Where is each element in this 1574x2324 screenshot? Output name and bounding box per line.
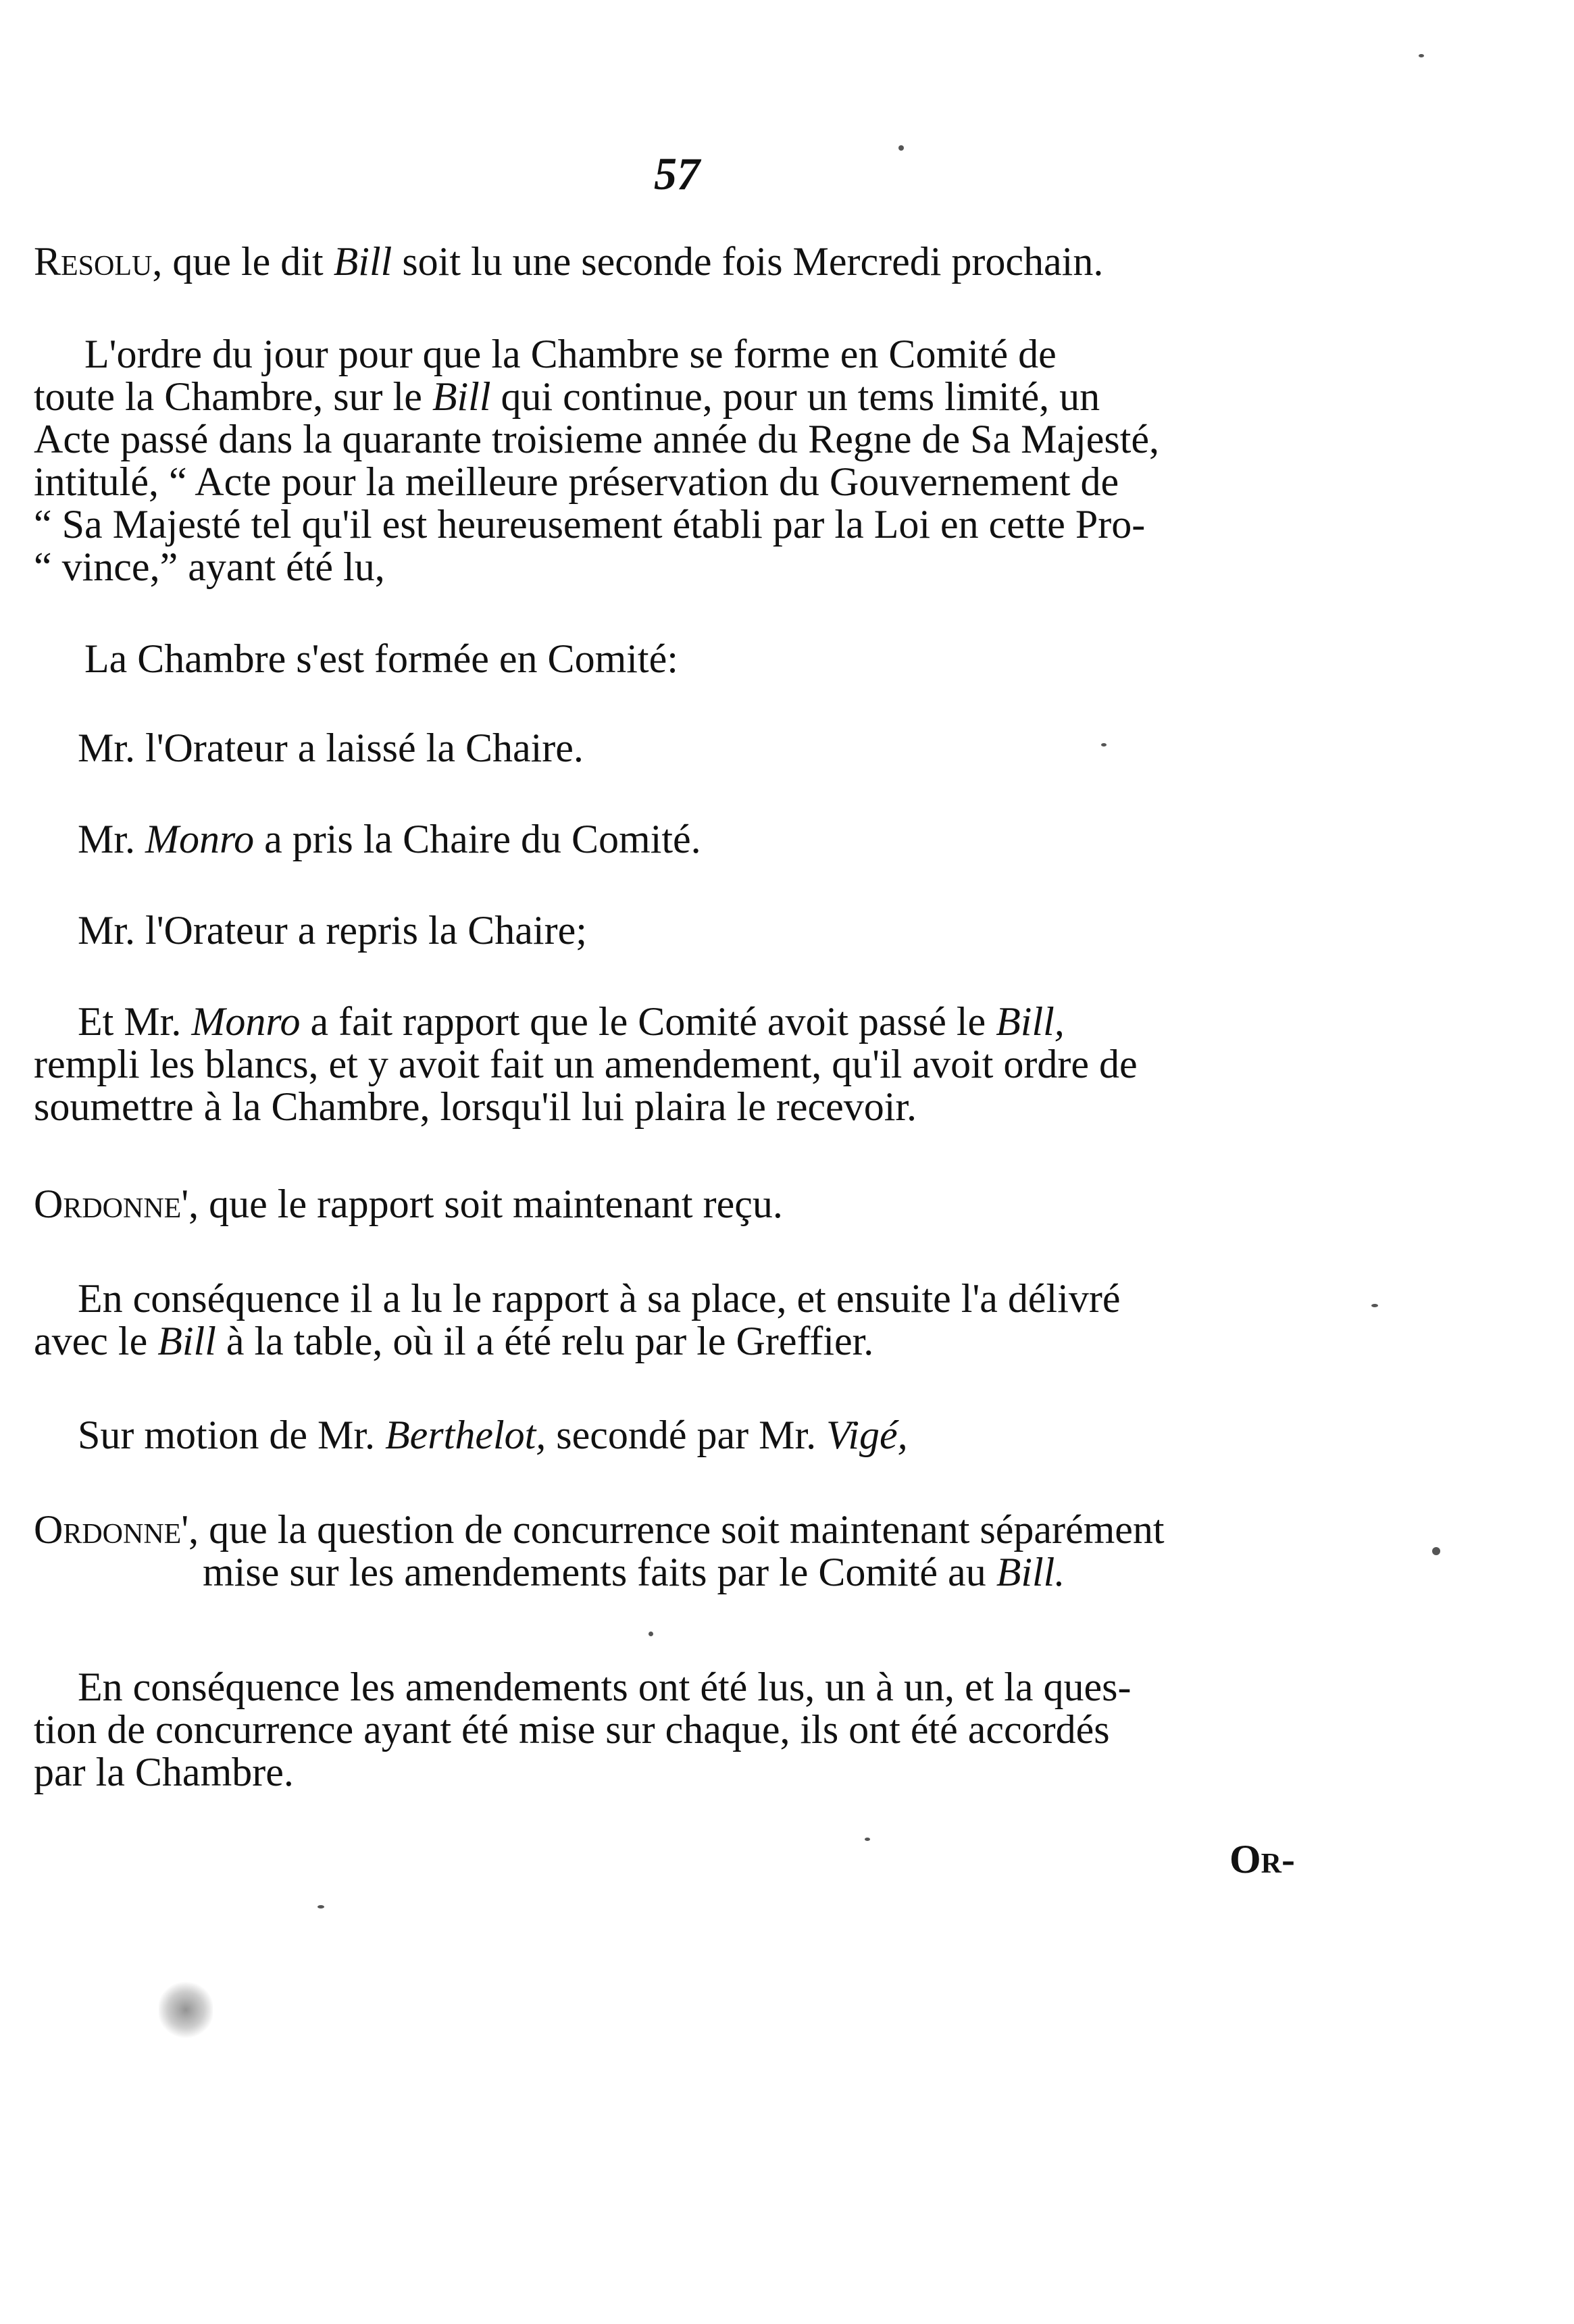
scan-speck: [649, 1632, 653, 1636]
paragraph-line: intitulé, “ Acte pour la meilleure préservation du Gouvernement de: [34, 459, 1119, 504]
ordonne-label: Ordonne',: [34, 1182, 199, 1226]
scan-speck: [1419, 54, 1424, 57]
person-name: Monro: [145, 817, 255, 861]
text-segment: que le dit: [162, 239, 334, 284]
scan-speck: [898, 145, 904, 151]
catchword: Or-: [1229, 1837, 1295, 1881]
person-name: Vigé,: [826, 1413, 908, 1457]
bill-term: Bill,: [996, 999, 1065, 1044]
person-name: Berthelot,: [385, 1413, 547, 1457]
text-segment: Sur motion de Mr.: [78, 1413, 386, 1457]
paragraph-line: [78, 1000, 1065, 1043]
paragraph-line: [78, 817, 701, 861]
resolu-label: Resolu,: [34, 239, 163, 284]
paragraph-line: L'ordre du jour pour que la Chambre se forme en Comité de: [84, 332, 1057, 376]
bill-term: Bill.: [996, 1550, 1065, 1594]
text-segment: que le rapport soit maintenant reçu.: [199, 1182, 783, 1226]
bill-term: Bill: [157, 1319, 216, 1363]
paragraph-line: “ Sa Majesté tel qu'il est heureusement établi par la Loi en cette Pro-: [34, 502, 1146, 547]
text-segment: qui continue, pour un tems limité, un: [490, 374, 1100, 419]
scan-speck: [1371, 1304, 1378, 1307]
text-segment: secondé par Mr.: [546, 1413, 827, 1457]
ink-smudge: [159, 1979, 213, 2040]
text-segment: Mr.: [78, 817, 146, 861]
scan-speck: [1432, 1547, 1440, 1555]
scan-speck: [318, 1905, 324, 1909]
text-segment: avec le: [34, 1319, 158, 1363]
paragraph-line: rempli les blancs, et y avoit fait un amendement, qu'il avoit ordre de: [34, 1042, 1138, 1086]
text-segment: a fait rapport que le Comité avoit passé le: [300, 999, 996, 1044]
ordonne-label: Ordonne',: [34, 1507, 199, 1552]
paragraph-line: [34, 1319, 873, 1363]
text-segment: que la question de concurrence soit maintenant séparément: [199, 1507, 1165, 1552]
scan-speck: [865, 1838, 870, 1841]
paragraph-line: En conséquence les amendements ont été lus, un à un, et la ques-: [78, 1665, 1132, 1709]
paragraph-line: [78, 1413, 908, 1457]
paragraph-line: Mr. l'Orateur a repris la Chaire;: [78, 908, 587, 953]
paragraph-line: La Chambre s'est formée en Comité:: [84, 636, 678, 681]
text-segment: à la table, où il a été relu par le Greffier.: [215, 1319, 874, 1363]
text-segment: toute la Chambre, sur le: [34, 374, 432, 419]
text-segment: Et Mr.: [78, 999, 192, 1044]
paragraph-line: En conséquence il a lu le rapport à sa place, et ensuite l'a délivré: [78, 1276, 1121, 1321]
person-name: Monro: [191, 999, 301, 1044]
paragraph-line: [203, 1550, 1065, 1594]
paragraph-line: [34, 1182, 783, 1226]
paragraph-line: soumettre à la Chambre, lorsqu'il lui plaira le recevoir.: [34, 1084, 917, 1129]
bill-term: Bill: [333, 239, 392, 284]
paragraph-resolu: [34, 240, 1103, 283]
paragraph-line: Mr. l'Orateur a laissé la Chaire.: [78, 726, 584, 770]
paragraph-line: [34, 375, 1100, 418]
text-segment: soit lu une seconde fois Mercredi prochain.: [392, 239, 1104, 284]
paragraph-line: [34, 1508, 1165, 1551]
paragraph-line: Acte passé dans la quarante troisieme année du Regne de Sa Majesté,: [34, 417, 1160, 461]
bill-term: Bill: [432, 374, 491, 419]
paragraph-line: “ vince,” ayant été lu,: [34, 545, 385, 589]
text-segment: mise sur les amendements faits par le Comité au: [203, 1550, 996, 1594]
scan-speck: [1101, 743, 1107, 747]
paragraph-line: par la Chambre.: [34, 1750, 294, 1794]
paragraph-line: tion de concurrence ayant été mise sur chaque, ils ont été accordés: [34, 1707, 1110, 1752]
text-segment: a pris la Chaire du Comité.: [254, 817, 701, 861]
page-number: 57: [654, 148, 700, 199]
